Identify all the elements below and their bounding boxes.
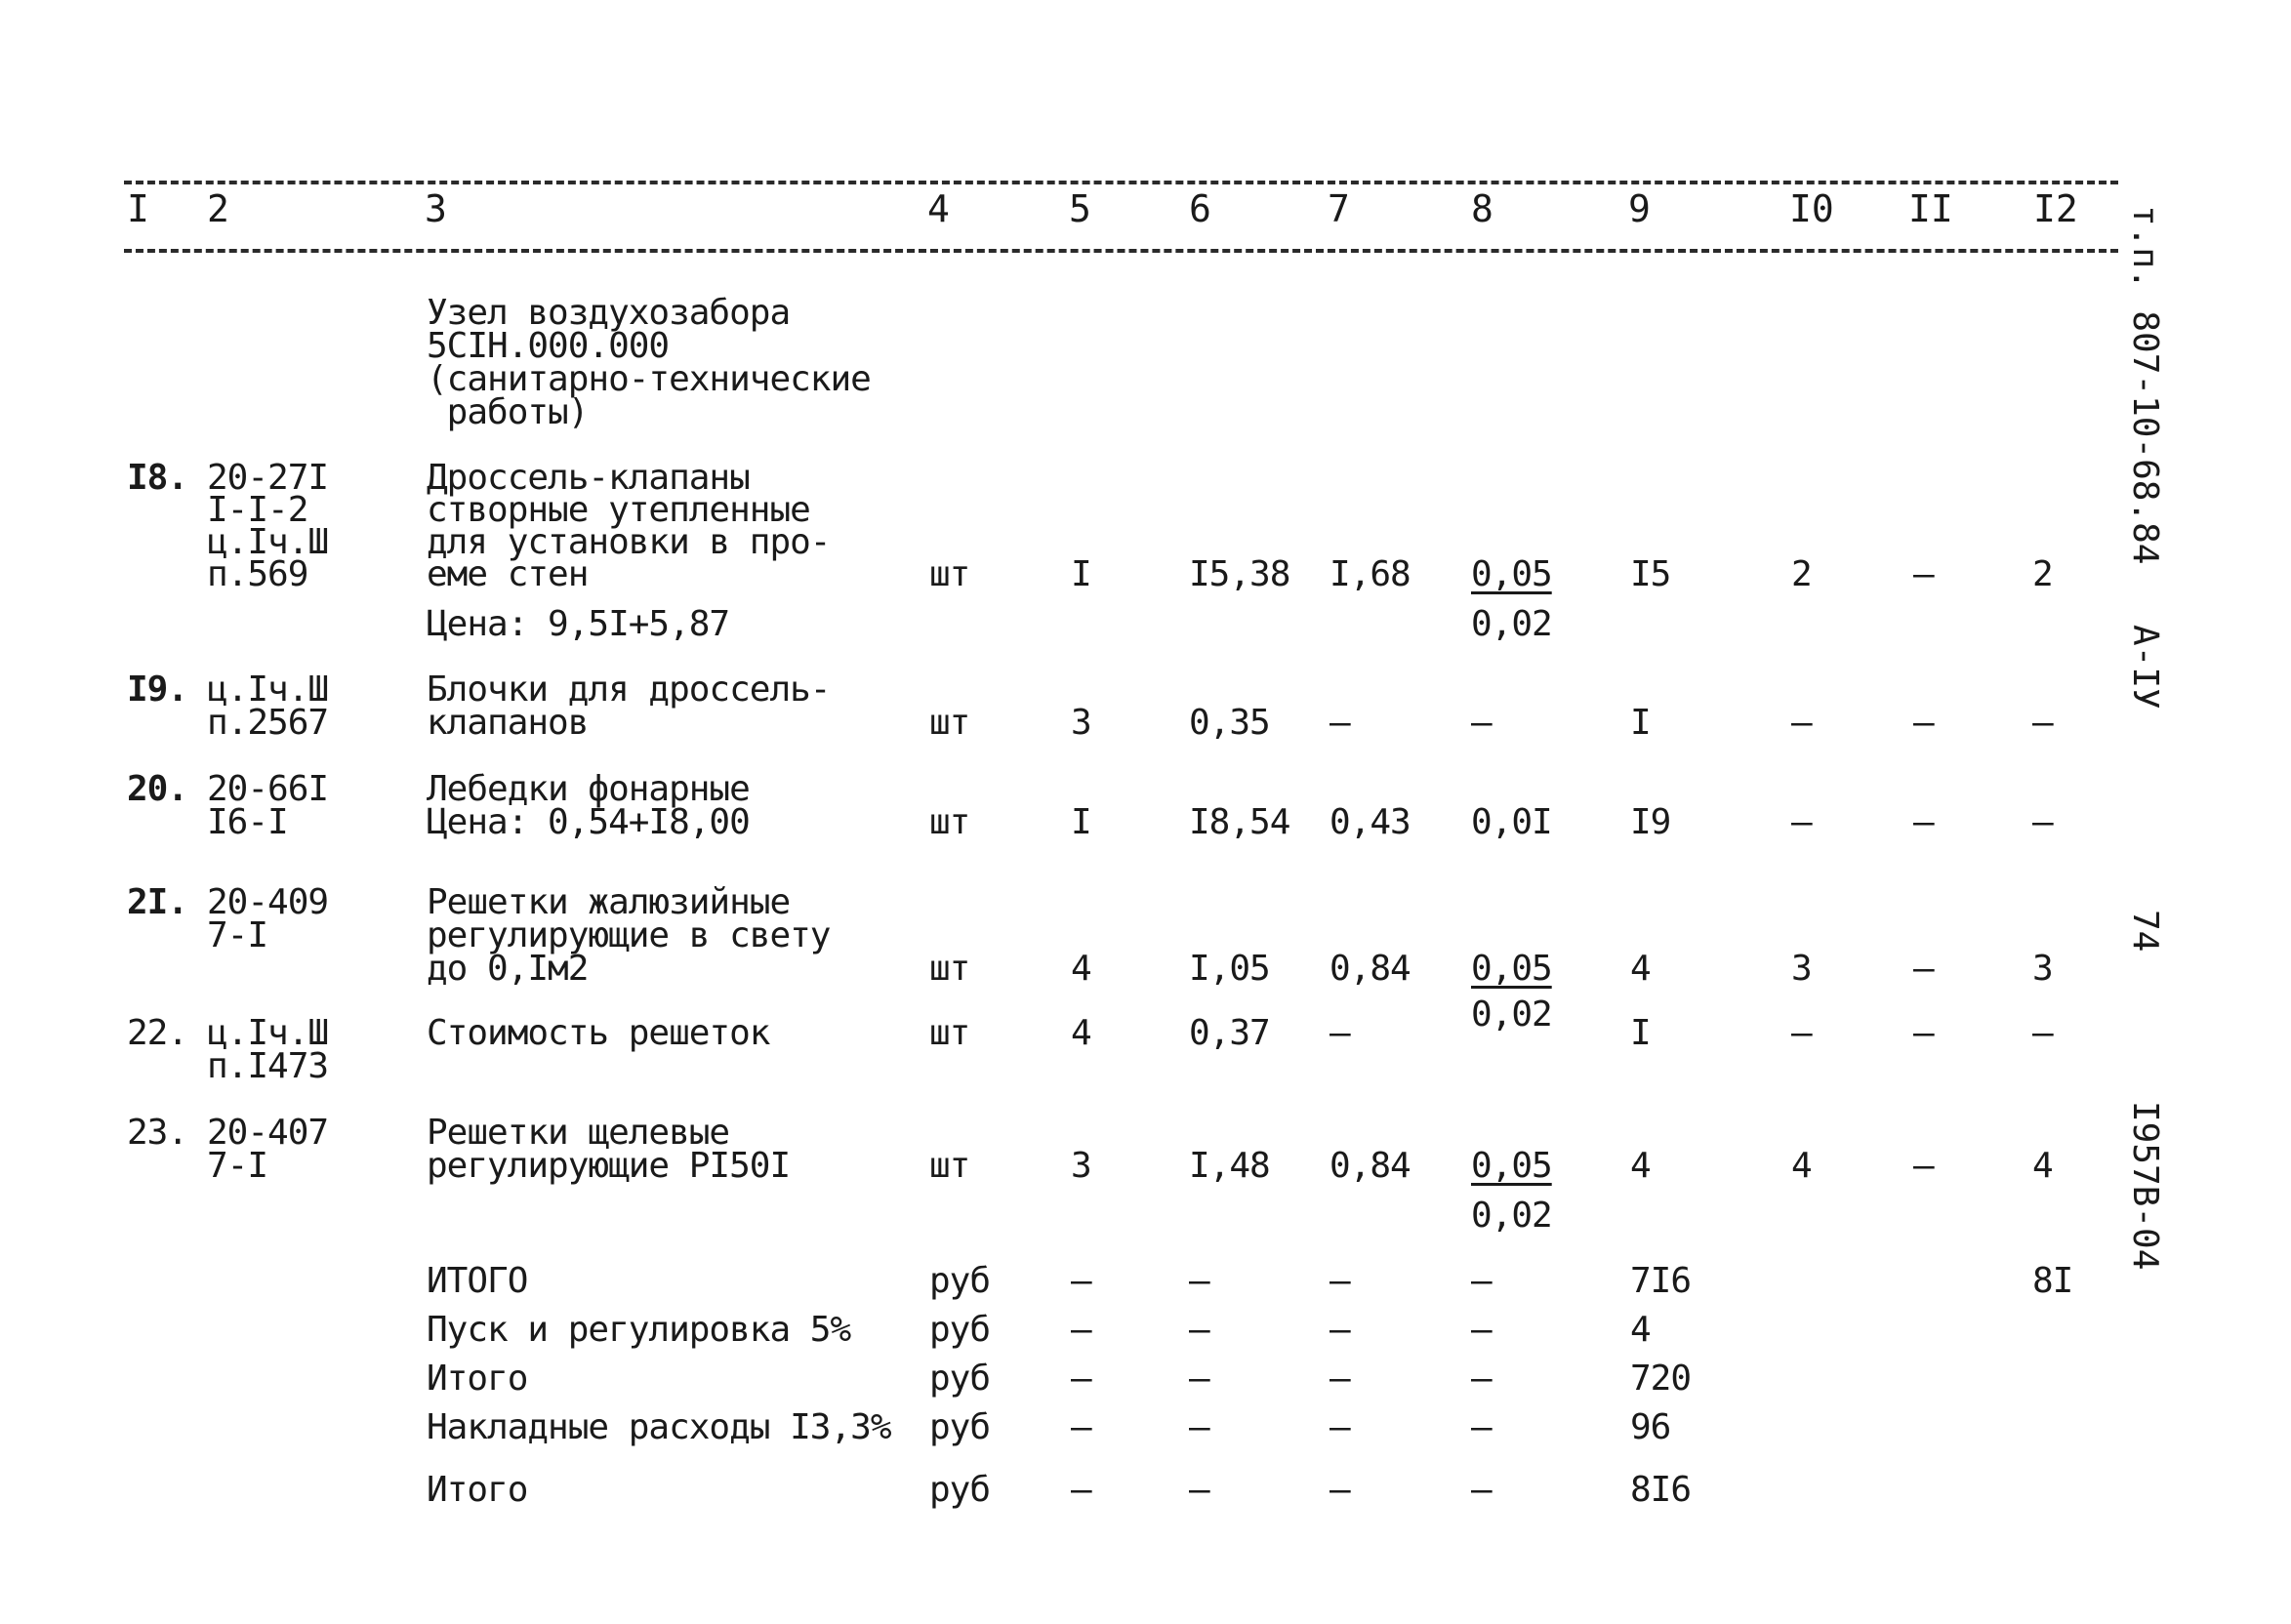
total-col-7: – <box>1330 1359 1350 1399</box>
row-code-line: 20-409 <box>207 882 329 922</box>
row-code-line: ц.Iч.Ш <box>207 670 329 710</box>
row-number: 23. <box>127 1113 188 1153</box>
row-name-line: Цена: 0,54+I8,00 <box>427 802 750 842</box>
row-unit: шт <box>929 802 970 842</box>
row-col-11: – <box>1913 802 1934 842</box>
row-price: Цена: 9,5I+5,87 <box>427 604 730 644</box>
total-col-7: – <box>1330 1261 1350 1301</box>
col-header-8: 8 <box>1471 187 1493 230</box>
total-col-5: – <box>1071 1261 1091 1301</box>
total-col-6: – <box>1189 1359 1209 1399</box>
row-code-line: 7-I <box>207 1146 268 1186</box>
row-col-10: 2 <box>1791 554 1812 594</box>
header-bottom-rule <box>124 249 2118 253</box>
row-col-8: – <box>1471 703 1492 743</box>
total-col-7: – <box>1330 1470 1350 1510</box>
row-col-10: – <box>1791 802 1812 842</box>
row-col-7: I,68 <box>1330 554 1411 594</box>
total-col-9: 96 <box>1630 1407 1671 1447</box>
col-header-11: II <box>1908 187 1953 230</box>
total-unit: руб <box>929 1261 991 1301</box>
col-header-5: 5 <box>1069 187 1091 230</box>
total-col-6: – <box>1189 1470 1209 1510</box>
total-label: Накладные расходы I3,3% <box>427 1407 891 1447</box>
row-unit: шт <box>929 1146 970 1186</box>
row-code-line: 20-66I <box>207 769 329 809</box>
row-number: I9. <box>127 670 188 710</box>
total-col-12: 8I <box>2032 1261 2073 1301</box>
row-col-12: 2 <box>2032 554 2053 594</box>
side-page-number: 74 <box>2125 910 2165 953</box>
row-col-5: 3 <box>1071 703 1091 743</box>
section-title-line: (санитарно-технические <box>427 359 871 399</box>
row-code-line: 20-407 <box>207 1113 329 1153</box>
total-col-8: – <box>1471 1407 1492 1447</box>
row-col-5: 4 <box>1071 1013 1091 1053</box>
row-col-5: 4 <box>1071 949 1091 989</box>
col-header-1: I <box>127 187 149 230</box>
col-header-9: 9 <box>1628 187 1651 230</box>
section-title-line: работы) <box>427 392 589 432</box>
total-col-9: 4 <box>1630 1310 1651 1350</box>
row-col-9: I5 <box>1630 554 1671 594</box>
row-name-line: створные утепленные <box>427 490 810 530</box>
row-col-12: – <box>2032 1013 2053 1053</box>
row-col-6: 0,37 <box>1189 1013 1270 1053</box>
total-col-6: – <box>1189 1310 1209 1350</box>
section-title-line: 5CIH.000.000 <box>427 326 670 366</box>
row-col-11: – <box>1913 554 1934 594</box>
row-col-9: I <box>1630 1013 1651 1053</box>
row-col-6: I8,54 <box>1189 802 1290 842</box>
total-label: Пуск и регулировка 5% <box>427 1310 851 1350</box>
row-number: I8. <box>127 458 188 498</box>
row-name-line: для установки в про- <box>427 522 831 562</box>
row-name-line: регулирующие в свету <box>427 915 831 955</box>
total-unit: руб <box>929 1407 991 1447</box>
row-col-7: 0,84 <box>1330 949 1411 989</box>
row-col-6: I5,38 <box>1189 554 1290 594</box>
total-col-8: – <box>1471 1359 1492 1399</box>
total-col-8: – <box>1471 1470 1492 1510</box>
row-code-line: ц.Iч.Ш <box>207 1013 329 1053</box>
row-unit: шт <box>929 554 970 594</box>
row-col-10: 3 <box>1791 949 1812 989</box>
row-col-5: I <box>1071 554 1091 594</box>
row-code-line: I6-I <box>207 802 288 842</box>
section-title-line: Узел воздухозабора <box>427 293 791 333</box>
row-col-12: – <box>2032 703 2053 743</box>
row-col-5: I <box>1071 802 1091 842</box>
row-unit: шт <box>929 949 970 989</box>
row-col-5: 3 <box>1071 1146 1091 1186</box>
total-col-6: – <box>1189 1407 1209 1447</box>
side-doc-number: т.п. 807-10-68.84 <box>2125 205 2165 565</box>
row-col-9: 4 <box>1630 949 1651 989</box>
row-code-line: п.I473 <box>207 1046 329 1086</box>
total-col-8: – <box>1471 1310 1492 1350</box>
row-col-7: 0,43 <box>1330 802 1411 842</box>
col-header-7: 7 <box>1328 187 1350 230</box>
total-unit: руб <box>929 1359 991 1399</box>
row-col-6: I,05 <box>1189 949 1270 989</box>
row-code-line: 20-27I <box>207 458 329 498</box>
total-label: Итого <box>427 1470 528 1510</box>
row-number: 22. <box>127 1013 188 1053</box>
col-header-3: 3 <box>425 187 447 230</box>
row-col-11: – <box>1913 1146 1934 1186</box>
row-col-11: – <box>1913 703 1934 743</box>
row-name-line: до 0,Iм2 <box>427 949 589 989</box>
row-name-line: регулирующие PI50I <box>427 1146 791 1186</box>
total-col-9: 720 <box>1630 1359 1692 1399</box>
row-code-line: п.2567 <box>207 703 329 743</box>
row-code-line: 7-I <box>207 915 268 955</box>
row-col-8-bottom: 0,02 <box>1471 604 1552 644</box>
row-col-8-top: 0,05 <box>1471 949 1552 989</box>
row-col-10: – <box>1791 1013 1812 1053</box>
total-col-8: – <box>1471 1261 1492 1301</box>
row-col-8-top: 0,05 <box>1471 1146 1552 1186</box>
total-col-9: 8I6 <box>1630 1470 1692 1510</box>
total-col-5: – <box>1071 1359 1091 1399</box>
col-header-12: I2 <box>2033 187 2078 230</box>
total-unit: руб <box>929 1470 991 1510</box>
total-col-6: – <box>1189 1261 1209 1301</box>
row-col-6: I,48 <box>1189 1146 1270 1186</box>
row-col-12: – <box>2032 802 2053 842</box>
row-col-10: – <box>1791 703 1812 743</box>
row-number: 2I. <box>127 882 188 922</box>
col-header-2: 2 <box>207 187 229 230</box>
side-album: A-IУ <box>2125 625 2165 710</box>
row-unit: шт <box>929 703 970 743</box>
row-code-line: I-I-2 <box>207 490 308 530</box>
row-col-6: 0,35 <box>1189 703 1270 743</box>
row-col-7: 0,84 <box>1330 1146 1411 1186</box>
row-code-line: п.569 <box>207 554 308 594</box>
total-col-5: – <box>1071 1407 1091 1447</box>
total-col-9: 7I6 <box>1630 1261 1692 1301</box>
row-col-10: 4 <box>1791 1146 1812 1186</box>
row-col-8-bottom: 0,02 <box>1471 995 1552 1035</box>
row-name-line: Решетки щелевые <box>427 1113 730 1153</box>
total-label: ИТОГО <box>427 1261 528 1301</box>
row-col-7: – <box>1330 703 1350 743</box>
total-col-7: – <box>1330 1310 1350 1350</box>
row-col-12: 4 <box>2032 1146 2053 1186</box>
col-header-10: I0 <box>1789 187 1834 230</box>
row-name-line: Блочки для дроссель- <box>427 670 831 710</box>
row-name-line: Решетки жалюзийные <box>427 882 791 922</box>
row-unit: шт <box>929 1013 970 1053</box>
side-code: I957B-04 <box>2125 1101 2165 1271</box>
col-header-6: 6 <box>1189 187 1211 230</box>
total-col-7: – <box>1330 1407 1350 1447</box>
row-name-line: Лебедки фонарные <box>427 769 750 809</box>
row-code-line: ц.Iч.Ш <box>207 522 329 562</box>
row-col-12: 3 <box>2032 949 2053 989</box>
row-col-7: – <box>1330 1013 1350 1053</box>
total-col-5: – <box>1071 1470 1091 1510</box>
total-label: Итого <box>427 1359 528 1399</box>
total-col-5: – <box>1071 1310 1091 1350</box>
row-col-11: – <box>1913 949 1934 989</box>
row-col-8: 0,0I <box>1471 802 1552 842</box>
row-col-9: 4 <box>1630 1146 1651 1186</box>
header-top-rule <box>124 181 2118 184</box>
row-col-8-top: 0,05 <box>1471 554 1552 594</box>
row-name-line: клапанов <box>427 703 589 743</box>
row-col-8-bottom: 0,02 <box>1471 1196 1552 1236</box>
row-number: 20. <box>127 769 188 809</box>
total-unit: руб <box>929 1310 991 1350</box>
row-col-9: I <box>1630 703 1651 743</box>
row-name-line: еме стен <box>427 554 589 594</box>
row-col-11: – <box>1913 1013 1934 1053</box>
row-name-line: Дроссель-клапаны <box>427 458 750 498</box>
row-name-line: Стоимость решеток <box>427 1013 770 1053</box>
col-header-4: 4 <box>927 187 950 230</box>
row-col-9: I9 <box>1630 802 1671 842</box>
